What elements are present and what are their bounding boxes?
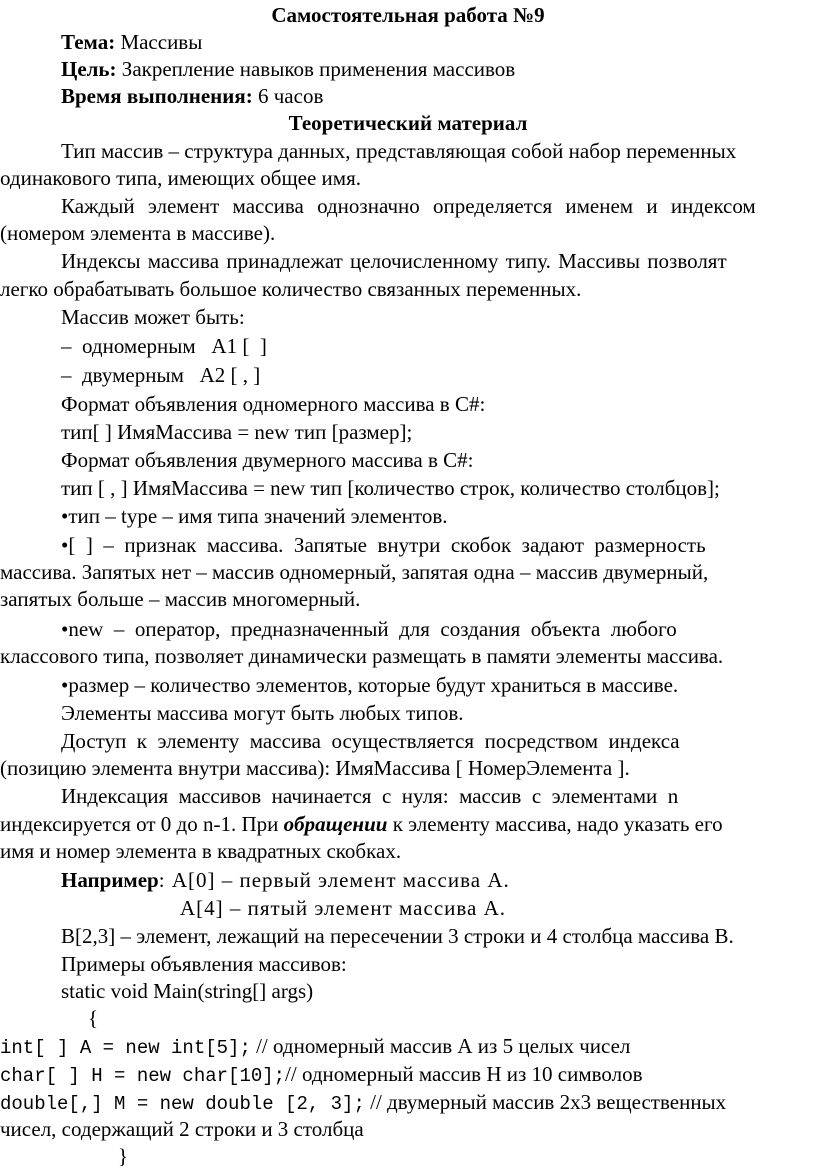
para-7-line-3: имя и номер элемента в квадратных скобках. xyxy=(0,839,402,863)
para-4: Массив может быть: xyxy=(61,305,245,329)
code-line-1: int[ ] A = new int[5]; // одномерный массив А из 5 целых чисел xyxy=(0,1034,631,1059)
bullet-2-line-3: запятых больше – массив многомерный. xyxy=(0,587,361,611)
code-line-3: double[,] M = new double [2, 3]; // двумерный массив 2х3 вещественных xyxy=(0,1090,727,1115)
bullet-3-line-1: •new – оператор, предназначенный для создания объекта любого xyxy=(61,617,677,641)
goal-line: Цель: Закрепление навыков применения массивов xyxy=(61,57,516,81)
para-3-line-1: Индексы массива принадлежат целочисленному типу. Массивы позволят xyxy=(61,249,727,273)
format-1-label: Формат объявления одномерного массива в С#: xyxy=(61,392,486,416)
para-7-line-2: индексируется от 0 до n-1. При обращении к элементу массива, надо указать его xyxy=(0,812,723,836)
format-2-code: тип [ , ] ИмяМассива = new тип [количество строк, количество столбцов]; xyxy=(61,476,720,500)
section-title: Теоретический материал xyxy=(288,111,528,135)
time-line: Время выполнения: 6 часов xyxy=(61,84,324,108)
format-2-label: Формат объявления двумерного массива в С#: xyxy=(61,448,474,472)
para-2-line-2: (номером элемента в массиве). xyxy=(0,221,276,245)
examples-heading: Примеры объявления массивов: xyxy=(61,952,347,976)
code-line-3-cont: чисел, содержащий 2 строки и 3 столбца xyxy=(0,1117,364,1141)
para-1-line-2: одинакового типа, имеющих общее имя. xyxy=(0,166,361,190)
example-line-1: Например: А[0] – первый элемент массива А. xyxy=(61,868,510,892)
topic-line: Тема: Массивы xyxy=(61,30,203,54)
list-item-1: – одномерным А1 [ ] xyxy=(61,334,267,358)
para-7-line-1: Индексация массивов начинается с нуля: массив с элементами n xyxy=(61,784,679,808)
code-main: static void Main(string[] args) xyxy=(61,979,314,1003)
format-1-code: тип[ ] ИмяМассива = new тип [размер]; xyxy=(61,420,413,444)
code-line-2: char[ ] H = new char[10];// одномерный массив H из 10 символов xyxy=(0,1062,643,1087)
para-5: Элементы массива могут быть любых типов. xyxy=(61,701,464,725)
para-6-line-2: (позицию элемента внутри массива): ИмяМассива [ НомерЭлемента ]. xyxy=(0,756,630,780)
bullet-2-line-1: •[ ] – признак массива. Запятые внутри скобок задают размерность xyxy=(61,533,706,557)
bullet-1: •тип – type – имя типа значений элементов. xyxy=(61,504,448,528)
code-open-brace: { xyxy=(88,1006,99,1030)
bullet-4: •размер – количество элементов, которые будут храниться в массиве. xyxy=(61,673,679,697)
bullet-3-line-2: классового типа, позволяет динамически размещать в памяти элементы массива. xyxy=(0,644,724,668)
para-1-line-1: Тип массив – структура данных, представляющая собой набор переменных xyxy=(61,139,737,163)
code-close-brace: } xyxy=(118,1144,129,1168)
para-6-line-1: Доступ к элементу массива осуществляется посредством индекса xyxy=(61,729,680,753)
para-2-line-1: Каждый элемент массива однозначно определяется именем и индексом xyxy=(61,194,756,218)
doc-title: Самостоятельная работа №9 xyxy=(271,3,545,27)
para-3-line-2: легко обрабатывать большое количество связанных переменных. xyxy=(0,277,582,301)
example-line-2: А[4] – пятый элемент массива А. xyxy=(180,896,507,920)
emphasis-word: обращении xyxy=(283,812,388,836)
bullet-2-line-2: массива. Запятых нет – массив одномерный, запятая одна – массив двумерный, xyxy=(0,560,709,584)
example-line-3: В[2,3] – элемент, лежащий на пересечении 3 строки и 4 столбца массива В. xyxy=(61,924,734,948)
list-item-2: – двумерным А2 [ , ] xyxy=(61,363,261,387)
